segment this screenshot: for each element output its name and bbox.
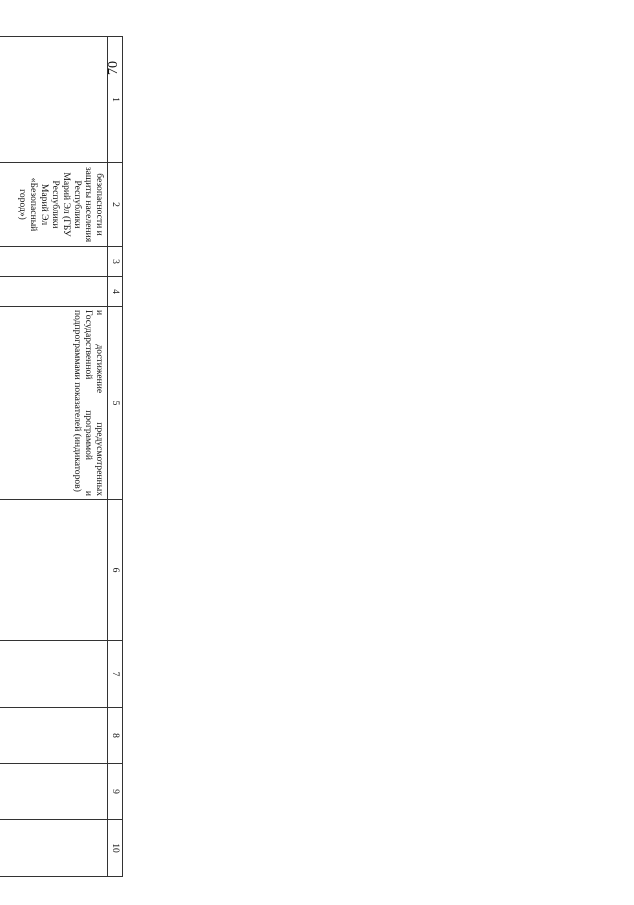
header-cell: 9 <box>108 764 123 820</box>
header-cell: 7 <box>108 641 123 708</box>
header-cell: 2 <box>108 163 123 247</box>
row-cell: безопасности и защиты населения Республики Марий Эл (ГБУ Республики Марий Эл «Безопасный город») <box>0 163 108 247</box>
program-table <box>0 36 123 877</box>
header-cell: 5 <box>108 307 123 500</box>
table-row <box>0 37 108 877</box>
row-cell: и достижение предусмотренных Государственной программой и подпрограммами показателей (индикаторов) <box>0 307 108 500</box>
header-row <box>108 37 123 877</box>
row-cell <box>0 764 108 820</box>
header-cell: 10 <box>108 820 123 877</box>
header-cell: 3 <box>108 247 123 277</box>
row-cell <box>0 247 108 277</box>
rotated-table-container <box>0 36 123 876</box>
header-cell: 1 <box>108 37 123 163</box>
row-cell <box>0 37 108 163</box>
header-cell: 8 <box>108 708 123 764</box>
row-cell <box>0 500 108 641</box>
header-cell: 4 <box>108 277 123 307</box>
row-cell <box>0 820 108 877</box>
row-cell <box>0 641 108 708</box>
header-cell: 6 <box>108 500 123 641</box>
page-number: 70 <box>106 61 121 75</box>
row-cell <box>0 708 108 764</box>
row-cell <box>0 277 108 307</box>
